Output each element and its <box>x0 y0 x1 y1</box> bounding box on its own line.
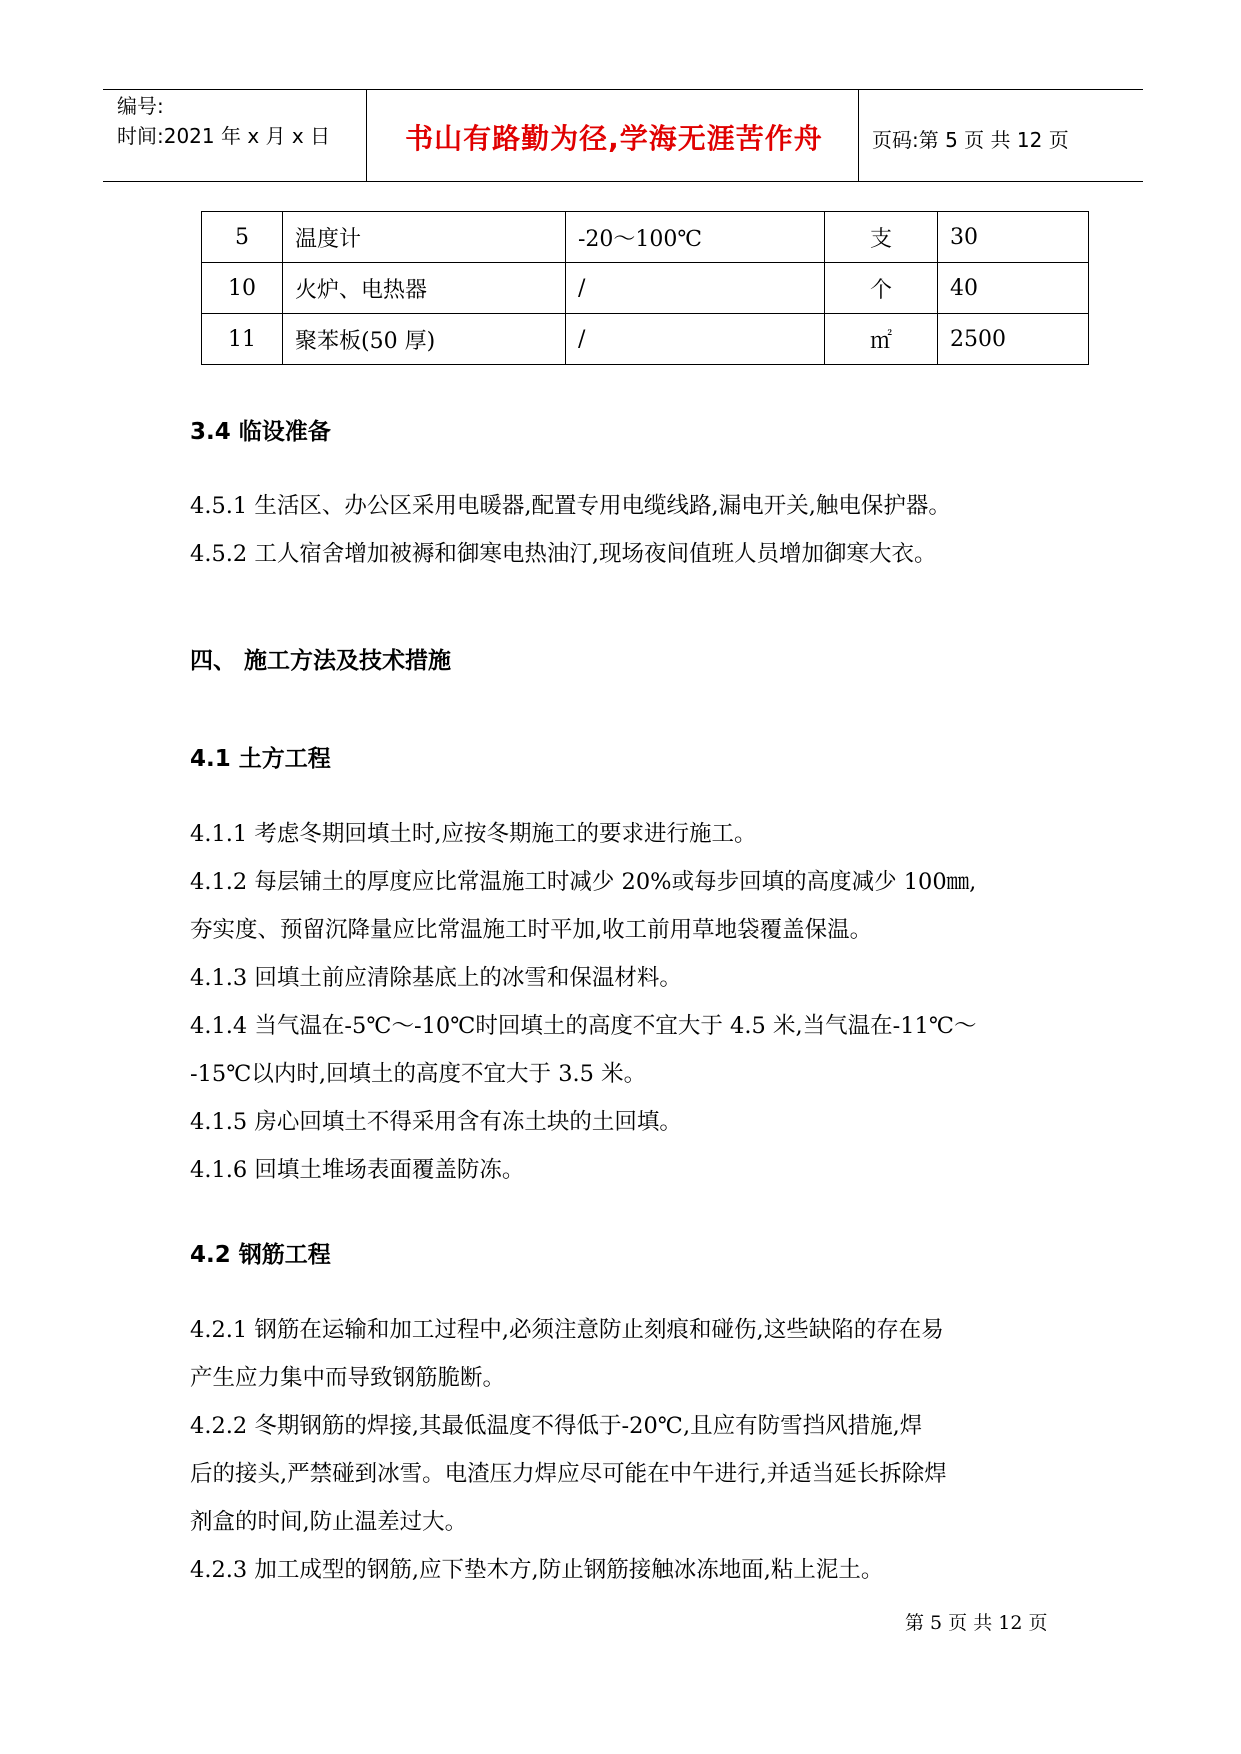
table-cell-quantity: 2500 <box>938 314 1089 365</box>
paragraph-4-2-2-line3: 剂盒的时间,防止温差过大。 <box>190 1509 468 1535</box>
paragraph-4-1-4-line1: 4.1.4 当气温在-5℃～-10℃时回填土的高度不宜大于 4.5 米,当气温在-11℃～ <box>190 1013 977 1039</box>
table-cell-spec: -20～100℃ <box>566 212 825 263</box>
paragraph-4-1-2-line1: 4.1.2 每层铺土的厚度应比常温施工时减少 20%或每步回填的高度减少 100㎜, <box>190 869 977 895</box>
table-cell-name: 温度计 <box>283 212 566 263</box>
equipment-table <box>201 211 1089 365</box>
table-cell-spec: / <box>566 263 825 314</box>
heading-4-1: 4.1 土方工程 <box>190 746 331 772</box>
paragraph-4-2-1-line1: 4.2.1 钢筋在运输和加工过程中,必须注意防止刻痕和碰伤,这些缺陷的存在易 <box>190 1317 944 1343</box>
heading-section-4: 四、 施工方法及技术措施 <box>190 648 452 674</box>
paragraph-4-1-6: 4.1.6 回填土堆场表面覆盖防冻。 <box>190 1157 525 1183</box>
paragraph-4-2-1-line2: 产生应力集中而导致钢筋脆断。 <box>190 1365 506 1391</box>
header-bottom-rule <box>103 181 1143 182</box>
header-motto: 书山有路勤为径,学海无涯苦作舟 <box>405 122 823 155</box>
table-cell-unit: 个 <box>825 263 938 314</box>
paragraph-4-2-3: 4.2.3 加工成型的钢筋,应下垫木方,防止钢筋接触冰冻地面,粘上泥土。 <box>190 1557 884 1583</box>
table-cell-name: 火炉、电热器 <box>283 263 566 314</box>
header-page-indicator: 页码:第 5 页 共 12 页 <box>872 128 1069 152</box>
table-row <box>202 212 1089 263</box>
header-divider-left <box>366 90 367 182</box>
paragraph-4-1-4-line2: -15℃以内时,回填土的高度不宜大于 3.5 米。 <box>190 1061 647 1087</box>
doc-number-label: 编号: <box>117 94 164 118</box>
heading-3-4: 3.4 临设准备 <box>190 419 331 445</box>
footer-page-number: 第 5 页 共 12 页 <box>905 1612 1048 1634</box>
table-row <box>202 314 1089 365</box>
paragraph-4-1-1: 4.1.1 考虑冬期回填土时,应按冬期施工的要求进行施工。 <box>190 821 757 847</box>
header-top-rule <box>103 89 1143 90</box>
table-cell-index: 11 <box>202 314 283 365</box>
table-cell-unit: ㎡ <box>825 314 938 365</box>
table-cell-quantity: 30 <box>938 212 1089 263</box>
heading-4-2: 4.2 钢筋工程 <box>190 1242 331 1268</box>
table-cell-name: 聚苯板(50 厚) <box>283 314 566 365</box>
table-cell-unit: 支 <box>825 212 938 263</box>
table-row <box>202 263 1089 314</box>
paragraph-4-2-2-line1: 4.2.2 冬期钢筋的焊接,其最低温度不得低于-20℃,且应有防雪挡风措施,焊 <box>190 1413 923 1439</box>
paragraph-4-1-5: 4.1.5 房心回填土不得采用含有冻土块的土回填。 <box>190 1109 682 1135</box>
paragraph-4-2-2-line2: 后的接头,严禁碰到冰雪。电渣压力焊应尽可能在中午进行,并适当延长拆除焊 <box>190 1461 947 1487</box>
paragraph-4-5-2: 4.5.2 工人宿舍增加被褥和御寒电热油汀,现场夜间值班人员增加御寒大衣。 <box>190 541 937 567</box>
paragraph-4-1-3: 4.1.3 回填土前应清除基底上的冰雪和保温材料。 <box>190 965 682 991</box>
doc-time-label: 时间:2021 年 x 月 x 日 <box>117 124 331 148</box>
paragraph-4-1-2-line2: 夯实度、预留沉降量应比常温施工时平加,收工前用草地袋覆盖保温。 <box>190 917 873 943</box>
table-cell-index: 5 <box>202 212 283 263</box>
table-cell-index: 10 <box>202 263 283 314</box>
table-cell-spec: / <box>566 314 825 365</box>
header-left-block <box>117 91 330 151</box>
table-cell-quantity: 40 <box>938 263 1089 314</box>
paragraph-4-5-1: 4.5.1 生活区、办公区采用电暖器,配置专用电缆线路,漏电开关,触电保护器。 <box>190 493 951 519</box>
